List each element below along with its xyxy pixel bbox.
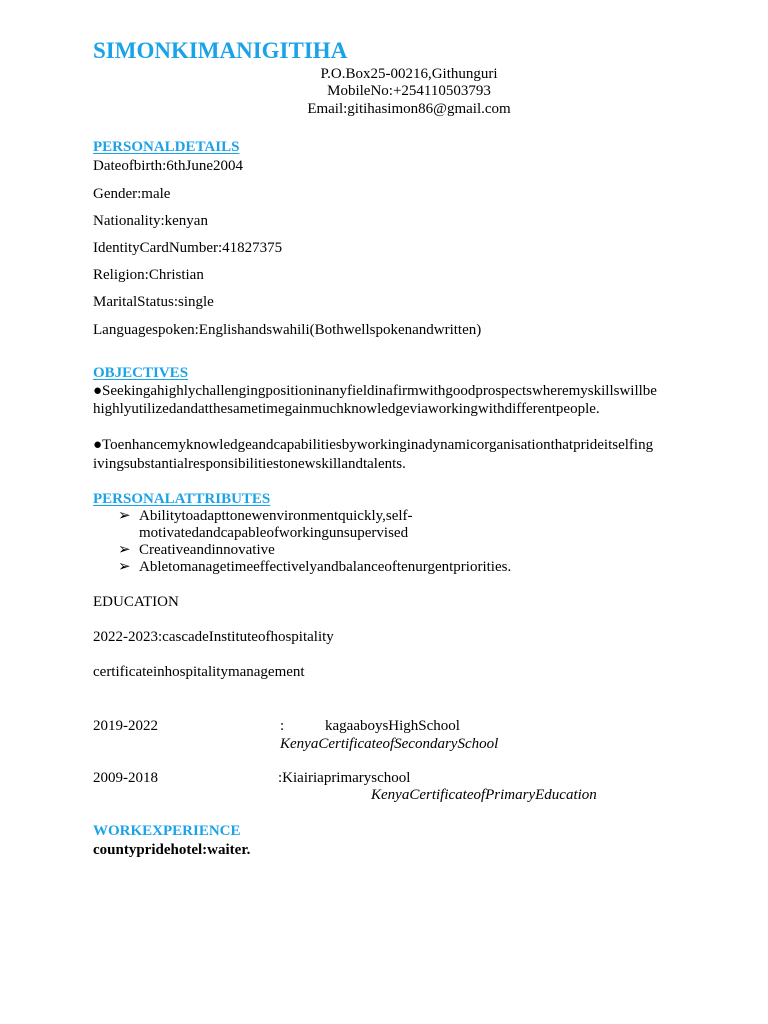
gender: Gender:male [93, 186, 171, 202]
personal-attributes-heading: PERSONALATTRIBUTES [93, 491, 271, 507]
objectives-heading: OBJECTIVES [93, 365, 189, 381]
mobile-number: MobileNo:+254110503793 [327, 83, 491, 99]
objective-1-line-1: ●Seekingahighlychallengingpositioninanyfieldinafirmwithgoodprospectswheremyskillswillbe [93, 383, 657, 399]
work-experience-entry: countypridehotel:waiter. [93, 842, 251, 858]
education-heading: EDUCATION [93, 594, 179, 610]
education-entry-1-detail: certificateinhospitalitymanagement [93, 664, 305, 680]
religion: Religion:Christian [93, 267, 204, 283]
attribute-text: motivatedandcapableofworkingunsupervised [139, 525, 409, 541]
objective-2-line-2: ivingsubstantialresponsibilitiestonewskillandtalents. [93, 456, 406, 472]
education-entry-2-colon: : [280, 718, 285, 734]
education-entry-2-certificate: KenyaCertificateofSecondarySchool [280, 736, 499, 752]
nationality: Nationality:kenyan [93, 213, 208, 229]
postal-address: P.O.Box25-00216,Githunguri [320, 66, 498, 82]
education-entry-2-school: kagaaboysHighSchool [325, 718, 460, 734]
arrow-bullet-icon: ➢ [118, 559, 131, 575]
email-address: Email:gitihasimon86@gmail.com [307, 101, 511, 117]
attribute-text: Creativeandinnovative [139, 542, 275, 558]
languages-spoken: Languagespoken:Englishandswahili(Bothwellspokenandwritten) [93, 322, 482, 338]
identity-card-number: IdentityCardNumber:41827375 [93, 240, 283, 256]
education-entry-2-years: 2019-2022 [93, 718, 158, 734]
candidate-name: SIMONKIMANIGITIHA [93, 38, 348, 63]
education-entry-3-school: :Kiairiaprimaryschool [278, 770, 411, 786]
education-entry-3-certificate: KenyaCertificateofPrimaryEducation [371, 787, 597, 803]
education-entry-3-years: 2009-2018 [93, 770, 158, 786]
education-entry-1-years: 2022-2023:cascadeInstituteofhospitality [93, 629, 334, 645]
attribute-text: Abletomanagetimeeffectivelyandbalanceoftenurgentpriorities. [139, 559, 512, 575]
arrow-bullet-icon: ➢ [118, 542, 131, 558]
objective-1-line-2: highlyutilizedandatthesametimegainmuchknowledgeviaworkingwithdifferentpeople. [93, 401, 600, 417]
attribute-text: Abilitytoadapttonewenvironmentquickly,self- [139, 508, 413, 524]
date-of-birth: Dateofbirth:6thJune2004 [93, 158, 243, 174]
personal-details-heading: PERSONALDETAILS [93, 139, 240, 155]
arrow-bullet-icon: ➢ [118, 508, 131, 524]
work-experience-heading: WORKEXPERIENCE [93, 823, 241, 839]
objective-2-line-1: ●Toenhancemyknowledgeandcapabilitiesbyworkinginadynamicorganisationthatprideitselfing [93, 437, 654, 453]
marital-status: MaritalStatus:single [93, 294, 214, 310]
